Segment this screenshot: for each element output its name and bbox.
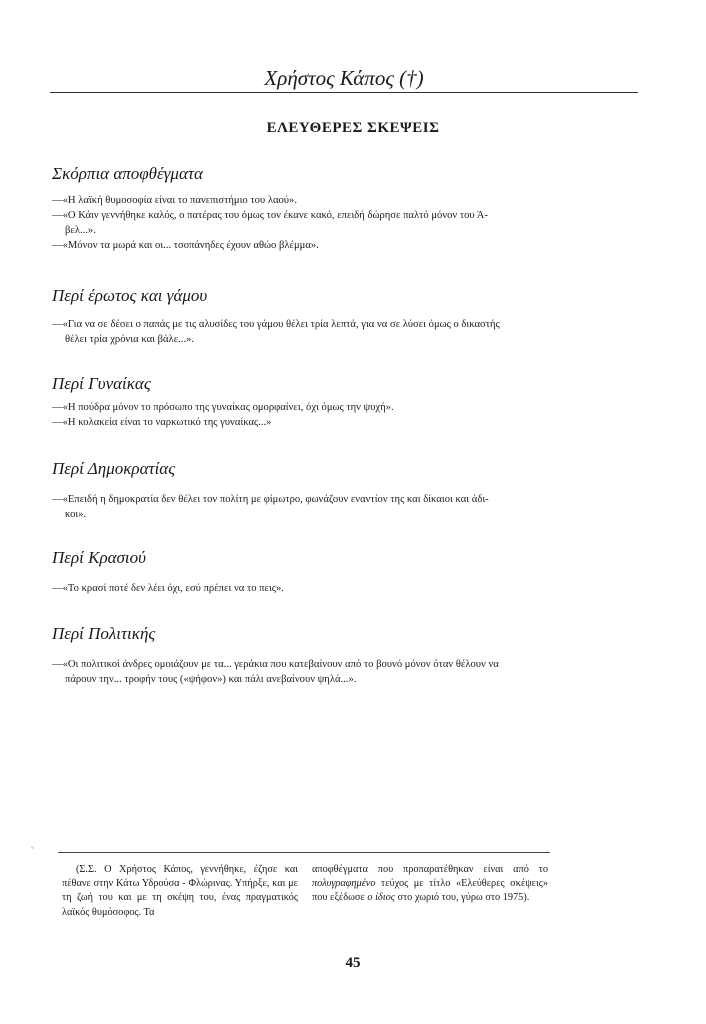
quote-line: —«Επειδή η δημοκρατία δεν θέλει τον πολίτη με φίμωτρο, φωνάζουν εναντίον της και δίκαιοι και άδι- (52, 494, 489, 505)
quote-line: —«Το κρασί ποτέ δεν λέει όχι, εσύ πρέπει να το πεις». (52, 583, 284, 594)
page-number: 45 (345, 955, 361, 971)
quote-line-continued: θέλει τρία χρόνια και βάλε...». (65, 334, 195, 345)
quote-line: —«Οι πολιτικοί άνδρες ομοιάζουν με τα... γεράκια που κατεβαίνουν από το βουνό μόνον όταν θέλουν να (52, 659, 499, 670)
quote (52, 238, 648, 253)
quote-line: —«Μόνον τα μωρά και οι... τσοπάνηδες έχουν αθώο βλέμμα». (52, 240, 319, 251)
footnote-italic-text: ο ίδιος (367, 892, 395, 904)
quote-line-continued: βελ...». (65, 225, 96, 236)
section-title: Περί Κρασιού (52, 548, 146, 567)
footnote-italic-text: πολυγραφημένο (312, 878, 376, 890)
section-title: Περί Δημοκρατίας (52, 459, 176, 478)
running-head-author: Χρήστος Κάπος (†) (264, 66, 424, 90)
footnote-text: τεύχος με τίτλο «Ελεύθερες σκέψεις» που εξέδωσε (312, 878, 548, 904)
quote-line-continued: κοι». (65, 509, 87, 520)
section-title: Περί έρωτος και γάμου (52, 286, 208, 305)
section-title: Περί Γυναίκας (52, 374, 151, 393)
quote-line: —«Ο Κάιν γεννήθηκε καλός, ο πατέρας του όμως τον έκανε κακό, επειδή δώρησε παλτό μόνον του Ά- (52, 210, 488, 221)
quote (52, 581, 648, 596)
quote-line: —«Η πούδρα μόνον το πρόσωπο της γυναίκας ομορφαίνει, όχι όμως την ψυχή». (52, 402, 394, 413)
quote (52, 415, 648, 430)
section-title: Σκόρπια αποφθέγματα (52, 164, 203, 183)
quote-line: —«Η κολακεία είναι το ναρκωτικό της γυναίκας...» (52, 417, 272, 428)
quote (52, 400, 648, 415)
section-title: Περί Πολιτικής (52, 624, 156, 643)
scan-speck (31, 846, 34, 849)
quote (52, 657, 648, 687)
footnote-left-column: (Σ.Σ. Ο Χρήστος Κάπος, γεννήθηκε, έζησε και πέθανε στην Κάτω Υδρούσα - Φλώρινας. Υπήρξε, και με τη ζωή του και με τη σκέψη του, ένας πραγματικός λαϊκός θυμόσοφος. Τα (62, 864, 298, 918)
quote-line: —«Για να σε δέσει ο παπάς με τις αλυσίδες του γάμου θέλει τρία λεπτά, για να σε λύσει όμως ο δικαστής (52, 319, 500, 330)
quote-line: —«Η λαϊκή θυμοσοφία είναι το πανεπιστήμιο του λαού». (52, 195, 298, 206)
footnote-text: στο χωριό του, γύρω στο 1975). (394, 892, 530, 904)
footnote-right-column (312, 863, 548, 906)
quote (52, 208, 648, 238)
footnote-rule (58, 852, 550, 853)
quote (52, 317, 648, 347)
quote-line-continued: πάρουν την... τροφήν τους («ψήφον») και πάλι ανεβαίνουν ψηλά...». (65, 674, 357, 685)
article-title: ΕΛΕΥΘΕΡΕΣ ΣΚΕΨΕΙΣ (266, 120, 440, 136)
header-rule (50, 92, 638, 93)
quote (52, 492, 648, 522)
quote (52, 193, 648, 208)
footnote-text: αποφθέγματα που προπαρατέθηκαν είναι από το (312, 864, 548, 875)
